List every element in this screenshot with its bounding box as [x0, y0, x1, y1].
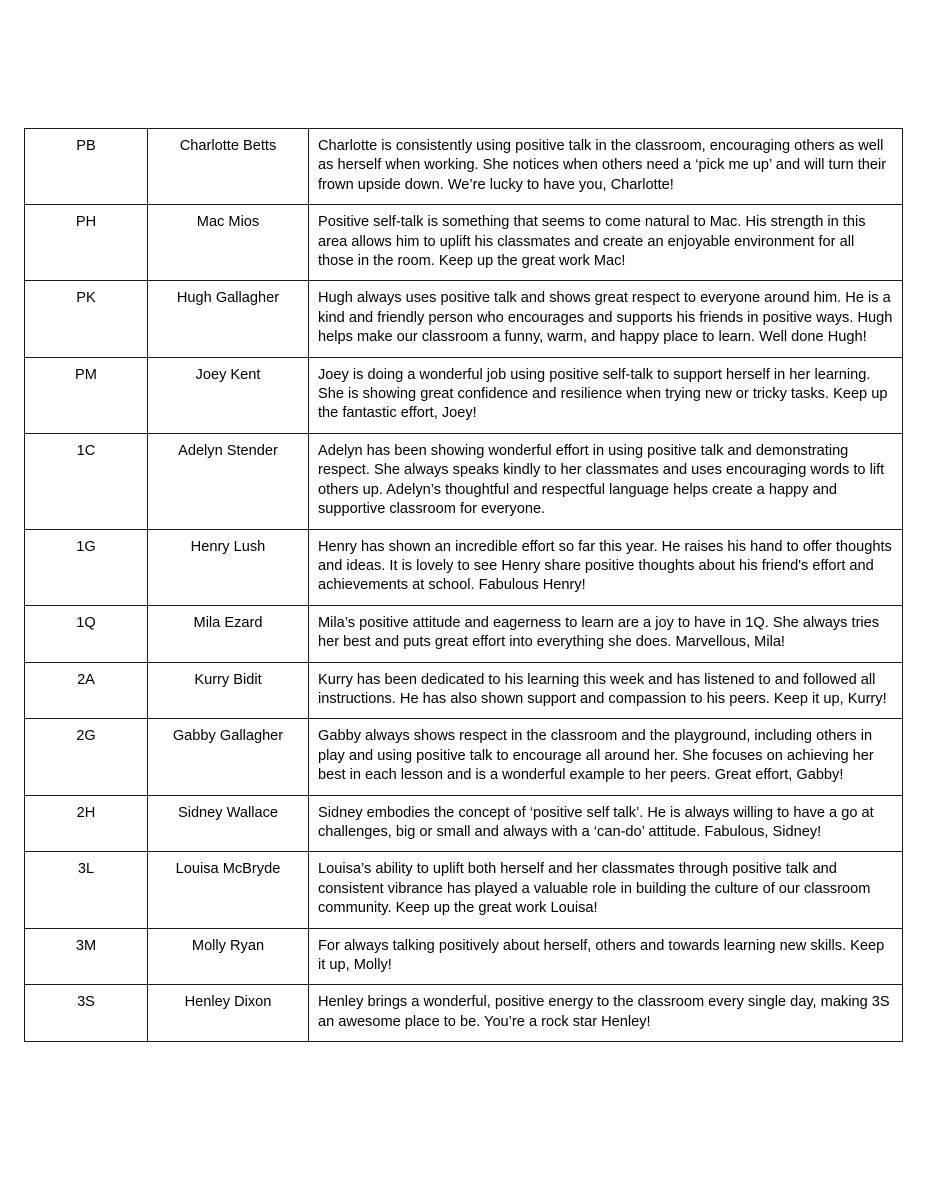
class-code-cell: 1C [25, 433, 148, 529]
student-name-cell: Molly Ryan [148, 928, 309, 985]
table-row [25, 719, 903, 795]
award-comment-cell: Positive self-talk is something that seems to come natural to Mac. His strength in this area allows him to uplift his classmates and create an enjoyable environment for all those in the room. Keep up the great work Mac! [309, 205, 903, 281]
table-row [25, 129, 903, 205]
award-comment-cell: Henley brings a wonderful, positive energy to the classroom every single day, making 3S an awesome place to be. You’re a rock star Henley! [309, 985, 903, 1042]
class-code-cell: 1Q [25, 605, 148, 662]
class-code-cell: 2H [25, 795, 148, 852]
student-name-cell: Louisa McBryde [148, 852, 309, 928]
class-code-cell: PM [25, 357, 148, 433]
awards-table-container [24, 128, 903, 1042]
table-row [25, 529, 903, 605]
table-row [25, 852, 903, 928]
award-comment-cell: For always talking positively about herself, others and towards learning new skills. Keep it up, Molly! [309, 928, 903, 985]
student-name-cell: Hugh Gallagher [148, 281, 309, 357]
award-comment-cell: Charlotte is consistently using positive talk in the classroom, encouraging others as well as herself when working. She notices when others need a ‘pick me up’ and will turn their frown upside down. We’re lucky to have you, Charlotte! [309, 129, 903, 205]
table-row [25, 795, 903, 852]
student-name-cell: Kurry Bidit [148, 662, 309, 719]
table-row [25, 662, 903, 719]
student-name-cell: Gabby Gallagher [148, 719, 309, 795]
student-name-cell: Joey Kent [148, 357, 309, 433]
award-comment-cell: Kurry has been dedicated to his learning this week and has listened to and followed all instructions. He has also shown support and compassion to his peers. Keep it up, Kurry! [309, 662, 903, 719]
award-comment-cell: Gabby always shows respect in the classroom and the playground, including others in play and using positive talk to encourage all around her. She focuses on achieving her best in each lesson and is a wonderful example to her peers. Great effort, Gabby! [309, 719, 903, 795]
award-comment-cell: Sidney embodies the concept of ‘positive self talk’. He is always willing to have a go at challenges, big or small and always with a ‘can-do’ attitude. Fabulous, Sidney! [309, 795, 903, 852]
student-name-cell: Mila Ezard [148, 605, 309, 662]
student-name-cell: Henley Dixon [148, 985, 309, 1042]
class-code-cell: 3M [25, 928, 148, 985]
table-row [25, 985, 903, 1042]
awards-table [24, 128, 903, 1042]
student-name-cell: Adelyn Stender [148, 433, 309, 529]
student-name-cell: Henry Lush [148, 529, 309, 605]
table-row [25, 205, 903, 281]
class-code-cell: 1G [25, 529, 148, 605]
table-row [25, 928, 903, 985]
award-comment-cell: Adelyn has been showing wonderful effort in using positive talk and demonstrating respect. She always speaks kindly to her classmates and uses encouraging words to lift others up. Adelyn’s thoughtful and respectful language helps create a happy and supportive classroom for everyone. [309, 433, 903, 529]
class-code-cell: 2G [25, 719, 148, 795]
student-name-cell: Mac Mios [148, 205, 309, 281]
table-row [25, 605, 903, 662]
class-code-cell: PH [25, 205, 148, 281]
award-comment-cell: Louisa’s ability to uplift both herself and her classmates through positive talk and consistent vibrance has played a valuable role in building the culture of our classroom community. Keep up the great work Louisa! [309, 852, 903, 928]
award-comment-cell: Henry has shown an incredible effort so far this year. He raises his hand to offer thoughts and ideas. It is lovely to see Henry share positive thoughts about his friend's effort and achievements at school. Fabulous Henry! [309, 529, 903, 605]
award-comment-cell: Hugh always uses positive talk and shows great respect to everyone around him. He is a kind and friendly person who encourages and supports his friends in positive ways. Hugh helps make our classroom a funny, warm, and happy place to learn. Well done Hugh! [309, 281, 903, 357]
award-comment-cell: Joey is doing a wonderful job using positive self-talk to support herself in her learning. She is showing great confidence and resilience when trying new or tricky tasks. Keep up the fantastic effort, Joey! [309, 357, 903, 433]
table-row [25, 281, 903, 357]
table-row [25, 433, 903, 529]
table-row [25, 357, 903, 433]
class-code-cell: 3S [25, 985, 148, 1042]
student-name-cell: Sidney Wallace [148, 795, 309, 852]
awards-table-body [25, 129, 903, 1042]
class-code-cell: PK [25, 281, 148, 357]
class-code-cell: 2A [25, 662, 148, 719]
class-code-cell: PB [25, 129, 148, 205]
class-code-cell: 3L [25, 852, 148, 928]
award-comment-cell: Mila’s positive attitude and eagerness to learn are a joy to have in 1Q. She always tries her best and puts great effort into everything she does. Marvellous, Mila! [309, 605, 903, 662]
student-name-cell: Charlotte Betts [148, 129, 309, 205]
